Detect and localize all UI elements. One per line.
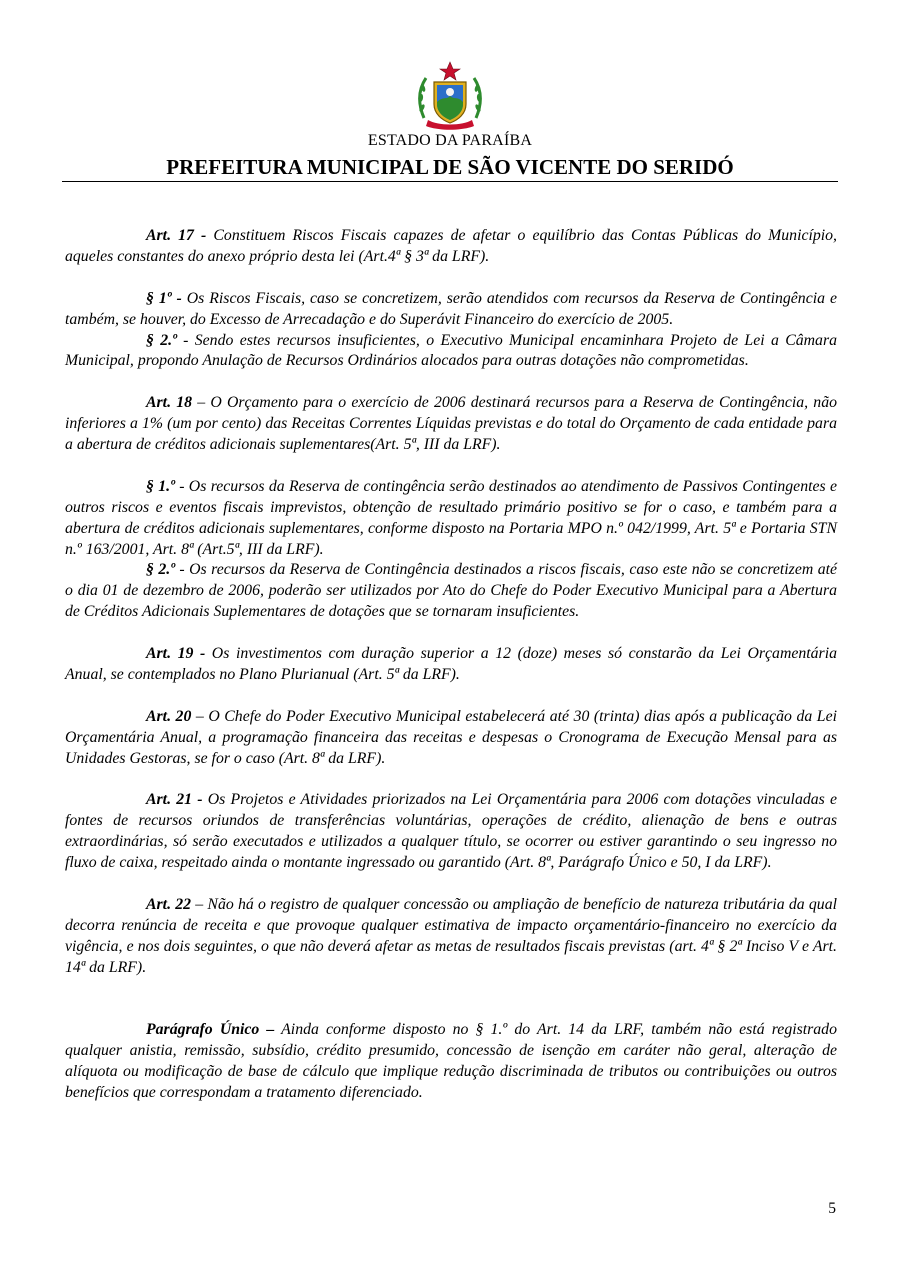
paragraph-art-19	[65, 644, 837, 686]
paragraph-text: – O Orçamento para o exercício de 2006 destinará recursos para a Reserva de Contingência, não inferiores a 1% (um por cento) das Receitas Correntes Líquidas previstas e do total do Orçamento de cada entidade para a abertura de créditos adicionais suplementares(Art. 5ª, III da LRF).	[65, 394, 837, 454]
paragraph-art-21	[65, 790, 837, 874]
paragraph-sole	[65, 1020, 837, 1104]
paragraph-art-18-par-2	[65, 560, 837, 623]
paragraph-text: - Os recursos da Reserva de contingência serão destinados ao atendimento de Passivos Contingentes e outros riscos e eventos fiscais imprevistos, obtenção de resultado primário positivo se for o caso, e também para a abertura de créditos adicionais suplementares, conforme disposto na Portaria MPO n.º 042/1999, Art. 5ª e Portaria STN n.º 163/2001, Art. 8ª (Art.5ª, III da LRF).	[65, 477, 838, 558]
paragraph-lead: Art. 21 -	[146, 791, 203, 809]
paragraph-art-20	[65, 707, 837, 770]
paragraph-art-18	[65, 393, 837, 456]
paragraph-text: Os Riscos Fiscais, caso se concretizem, serão atendidos com recursos da Reserva de Contingência e também, se houver, do Excesso de Arrecadação e do Superávit Financeiro do exercício de 2005.	[65, 289, 837, 328]
paragraph-lead: Art. 22	[146, 895, 192, 913]
paragraph-text: - Sendo estes recursos insuficientes, o Executivo Municipal encaminhara Projeto de Lei a Câmara Municipal, propondo Anulação de Recursos Ordinários alocados para outras dotações não comprometidas.	[65, 331, 837, 370]
paragraph-art-22	[65, 895, 837, 979]
paragraph-lead: Art. 17 -	[146, 227, 207, 244]
paragraph-lead: § 1º -	[146, 289, 182, 307]
paragraph-art-17	[65, 226, 837, 268]
paragraph-text: – Não há o registro de qualquer concessão ou ampliação de benefício de natureza tributária da qual decorra renúncia de receita e que provoque qualquer estimativa de impacto orçamentário-financeiro no exercício da vigência, e nos dois seguintes, o que não deverá afetar as metas de resultados fiscais previstas (art. 4ª § 2ª Inciso V e Art. 14ª da LRF).	[65, 895, 837, 976]
paragraph-text: Os Projetos e Atividades priorizados na Lei Orçamentária para 2006 com dotações vinculadas e fontes de recursos oriundos de transferências voluntárias, operações de crédito, alienação de bens e outras extraordinárias, só serão executados e utilizados a qualquer título, se ocorrer ou estiver garantindo o seu ingresso no fluxo de caixa, respeitado ainda o montante ingressado ou garantido (Art. 8ª, Parágrafo Único e 50, I da LRF).	[65, 791, 837, 872]
header-divider	[62, 181, 838, 182]
paragraph-lead: Parágrafo Único –	[146, 1021, 275, 1039]
paragraph-text: Ainda conforme disposto no § 1.º do Art. 14 da LRF, também não está registrado qualquer anistia, remissão, subsídio, crédito presumido, concessão de isenção em caráter não geral, alteração de alíquota ou modificação de base de cálculo que implique redução discriminada de tributos ou contribuições ou outros benefícios que correspondam a tratamento diferenciado.	[65, 1021, 837, 1102]
paragraph-text: Constituem Riscos Fiscais capazes de afetar o equilíbrio das Contas Públicas do Município, aqueles constantes do anexo próprio desta lei (Art.4ª § 3ª da LRF).	[65, 227, 838, 265]
paragraph-art-17-par-2	[65, 331, 837, 373]
paragraph-text: – O Chefe do Poder Executivo Municipal estabelecerá até 30 (trinta) dias após a publicação da Lei Orçamentária Anual, a programação financeira das receitas e despesas o Cronograma de Execução Mensal para as Unidades Gestoras, se for o caso (Art. 8ª da LRF).	[65, 707, 837, 767]
paragraph-text: Os investimentos com duração superior a 12 (doze) meses só constarão da Lei Orçamentária Anual, se contemplados no Plano Plurianual (Art. 5ª da LRF).	[65, 645, 837, 683]
paragraph-art-18-par-1	[65, 477, 837, 561]
paragraph-lead: Art. 18	[146, 394, 193, 412]
paragraph-lead: § 1.º	[146, 477, 175, 495]
paragraph-text: - Os recursos da Reserva de Contingência destinados a riscos fiscais, caso este não se concretizem até o dia 01 de dezembro de 2006, poderão ser utilizados por Ato do Chefe do Poder Executivo Municipal para a Abertura de Créditos Adicionais Suplementares de dotações que se tornaram insuficientes.	[65, 561, 838, 621]
coat-of-arms-icon	[414, 60, 486, 132]
paragraph-lead: § 2.º	[146, 331, 177, 349]
state-name: ESTADO DA PARAÍBA	[367, 132, 533, 149]
paragraph-art-17-par-1	[65, 289, 837, 331]
page-number: 5	[828, 1200, 836, 1217]
paragraph-lead: Art. 19 -	[146, 645, 206, 663]
prefecture-title: PREFEITURA MUNICIPAL DE SÃO VICENTE DO SERIDÓ	[166, 155, 734, 179]
paragraph-lead: § 2.º	[146, 561, 175, 579]
document-body	[65, 226, 837, 1104]
paragraph-lead: Art. 20	[146, 707, 192, 725]
